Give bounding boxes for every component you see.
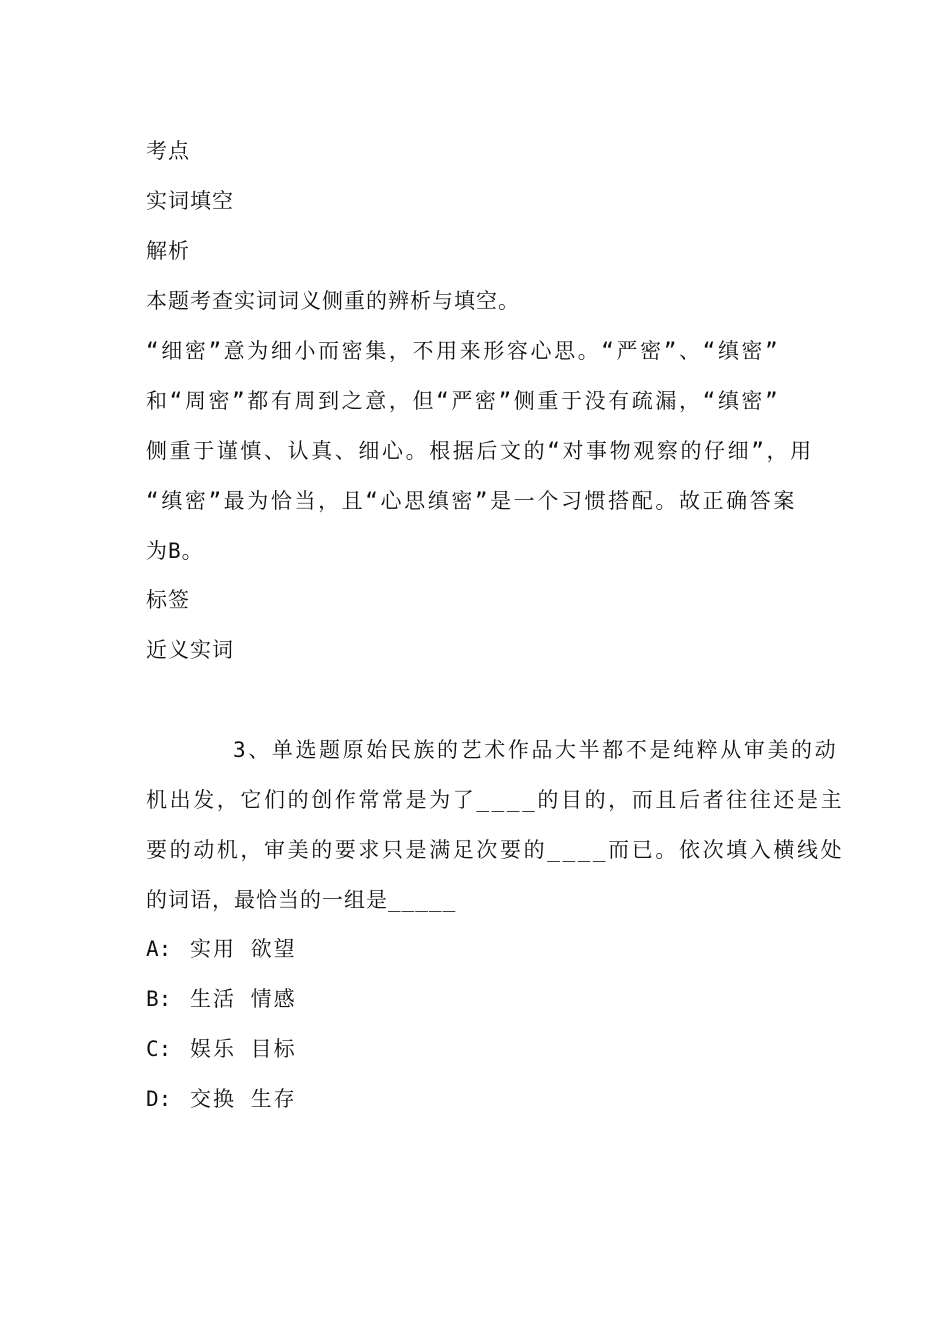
option-c [146, 1034, 297, 1064]
option-key: C: [146, 1037, 172, 1061]
heading-jiexi: 解析 [146, 239, 190, 263]
explanation-line: “缜密”最为恰当，且“心思缜密”是一个习惯搭配。故正确答案 [146, 489, 797, 513]
option-b [146, 984, 297, 1014]
option-text: 娱乐 目标 [190, 1037, 297, 1061]
option-a [146, 934, 297, 964]
option-d [146, 1084, 297, 1114]
option-text: 实用 欲望 [190, 937, 297, 961]
explanation-line: 为B。 [146, 539, 204, 563]
question-line: 机出发，它们的创作常常是为了____的目的，而且后者往往还是主 [146, 788, 845, 812]
explanation-line: “细密”意为细小而密集，不用来形容心思。“严密”、“缜密” [146, 339, 781, 363]
option-text: 生活 情感 [190, 987, 297, 1011]
question-line: 的词语，最恰当的一组是_____ [146, 888, 457, 912]
option-key: D: [146, 1087, 172, 1111]
tags-value: 近义实词 [146, 638, 234, 662]
question-line: 3、单选题原始民族的艺术作品大半都不是纯粹从审美的动 [233, 738, 839, 762]
option-key: A: [146, 937, 172, 961]
question-line: 要的动机，审美的要求只是满足次要的____而已。依次填入横线处 [146, 838, 845, 862]
jiexi-summary: 本题考查实词词义侧重的辨析与填空。 [146, 289, 520, 313]
heading-biaoqian: 标签 [146, 588, 190, 612]
option-text: 交换 生存 [190, 1087, 297, 1111]
heading-kaodian: 考点 [146, 139, 190, 163]
explanation-line: 侧重于谨慎、认真、细心。根据后文的“对事物观察的仔细”，用 [146, 439, 814, 463]
explanation-line: 和“周密”都有周到之意，但“严密”侧重于没有疏漏，“缜密” [146, 389, 781, 413]
kaodian-value: 实词填空 [146, 189, 234, 213]
option-key: B: [146, 987, 172, 1011]
